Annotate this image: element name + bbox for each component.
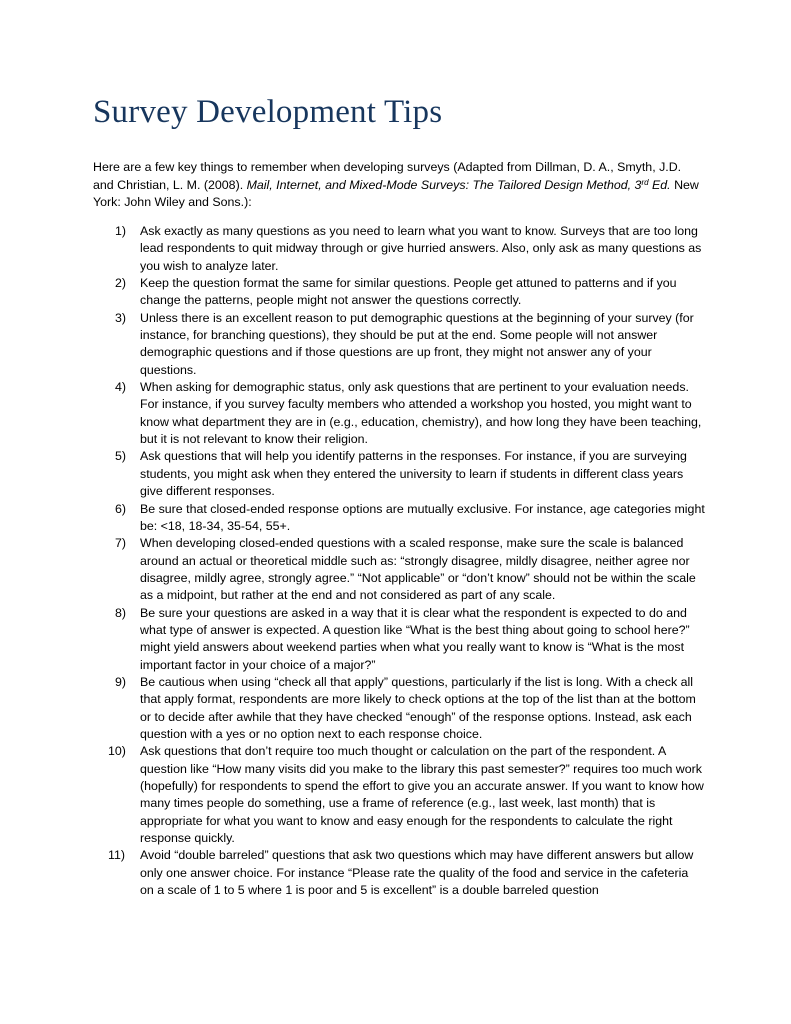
tip-number: 7) <box>115 536 127 551</box>
tip-text: Ask questions that will help you identify patterns in the responses. For instance, if you are surveying students, you might ask when they entered the university to learn if students in different class years give different responses. <box>140 449 687 499</box>
tip-text: When developing closed-ended questions with a scaled response, make sure the scale is balanced around an actual or theoretical middle such as: “strongly disagree, mildly disagree, neither agree nor disagree, mildly agree, strongly agree.” “Not applicable” or “don’t know” should not be within the scale as a midpoint, but rather at the end and not considered as part of any scale. <box>140 536 696 603</box>
intro-paragraph <box>93 159 703 212</box>
tip-text: When asking for demographic status, only ask questions that are pertinent to your evaluation needs. For instance, if you survey faculty members who attended a workshop you hosted, you might want to know what department they are in (e.g., education, chemistry), and how long they have been teaching, but it is not relevant to know their religion. <box>140 380 702 447</box>
tip-text: Be sure your questions are asked in a way that it is clear what the respondent is expected to do and what type of answer is expected. A question like “What is the best thing about going to school here?” might yield answers about weekend parties when what you really want to know is “What is the most important factor in your choice of a major?” <box>140 605 690 672</box>
tip-number: 3) <box>115 310 127 325</box>
intro-edition: Ed. <box>648 177 671 192</box>
tip-number: 5) <box>115 449 127 464</box>
tip-item-4 <box>93 379 705 448</box>
tip-number: 11) <box>108 848 125 863</box>
page-title: Survey Development Tips <box>93 94 443 130</box>
tips-list <box>93 223 705 899</box>
intro-text-before: Here are a few key things to remember when developing surveys (Adapted from Dillman, D. A., Smyth, J.D. and Christian, L. M. (2008). <box>93 160 682 192</box>
tip-number: 1) <box>115 224 127 238</box>
tip-item-11 <box>93 847 705 899</box>
tip-text: Keep the question format the same for similar questions. People get attuned to patterns and if you change the patterns, people might not answer the questions correctly. <box>140 276 677 308</box>
tip-item-2 <box>93 275 705 310</box>
tip-item-1 <box>93 223 705 275</box>
intro-text-after: New York: John Wiley and Sons.): <box>93 177 699 210</box>
tip-item-10 <box>93 743 705 847</box>
tip-text: Ask exactly as many questions as you need to learn what you want to know. Surveys that are too long lead respondents to quit midway through or give hurried answers. Also, only ask as many questions as you wish to analyze later. <box>140 224 702 273</box>
tip-item-6 <box>93 501 705 536</box>
tip-item-3 <box>93 310 705 379</box>
tip-number: 8) <box>115 605 127 620</box>
tip-number: 2) <box>115 276 127 291</box>
intro-superscript: rd <box>641 177 649 187</box>
tip-text: Be cautious when using “check all that apply” questions, particularly if the list is long. With a check all that apply format, respondents are more likely to check options at the top of the list than at the bottom or to decide after awhile that they have checked “enough” of the response options. Instead, ask each question with a yes or no option next to each response choice. <box>140 674 696 741</box>
tip-item-8 <box>93 605 705 674</box>
tip-number: 9) <box>115 674 127 689</box>
tip-text: Avoid “double barreled” questions that ask two questions which may have different answers but allow only one answer choice. For instance “Please rate the quality of the food and service in the cafeteria on a scale of 1 to 5 where 1 is poor and 5 is excellent” is a double barreled question <box>140 848 694 898</box>
intro-citation-title: Mail, Internet, and Mixed-Mode Surveys: The Tailored Design Method, 3 <box>246 177 642 192</box>
tip-item-5 <box>93 448 705 500</box>
tip-number: 10) <box>108 744 126 759</box>
tip-number: 4) <box>115 380 127 395</box>
tip-item-9 <box>93 674 705 743</box>
tip-text: Unless there is an excellent reason to put demographic questions at the beginning of your survey (for instance, for branching questions), they should be put at the end. Some people will not answer demographic questions and if those questions are up front, they might not answer any of your questions. <box>140 310 694 377</box>
tip-text: Ask questions that don’t require too much thought or calculation on the part of the respondent. A question like “How many visits did you make to the library this past semester?” requires too much work (hopefully) for respondents to spend the effort to give you an accurate answer. If you want to know how many times people do something, use a frame of reference (e.g., last week, last month) that is appropriate for what you want to know and easy enough for the respondents to calculate the right response quickly. <box>140 744 704 846</box>
tip-item-7 <box>93 535 705 604</box>
tip-text: Be sure that closed-ended response options are mutually exclusive. For instance, age categories might be: <18, 18-34, 35-54, 55+. <box>140 501 705 533</box>
tip-number: 6) <box>115 501 127 516</box>
